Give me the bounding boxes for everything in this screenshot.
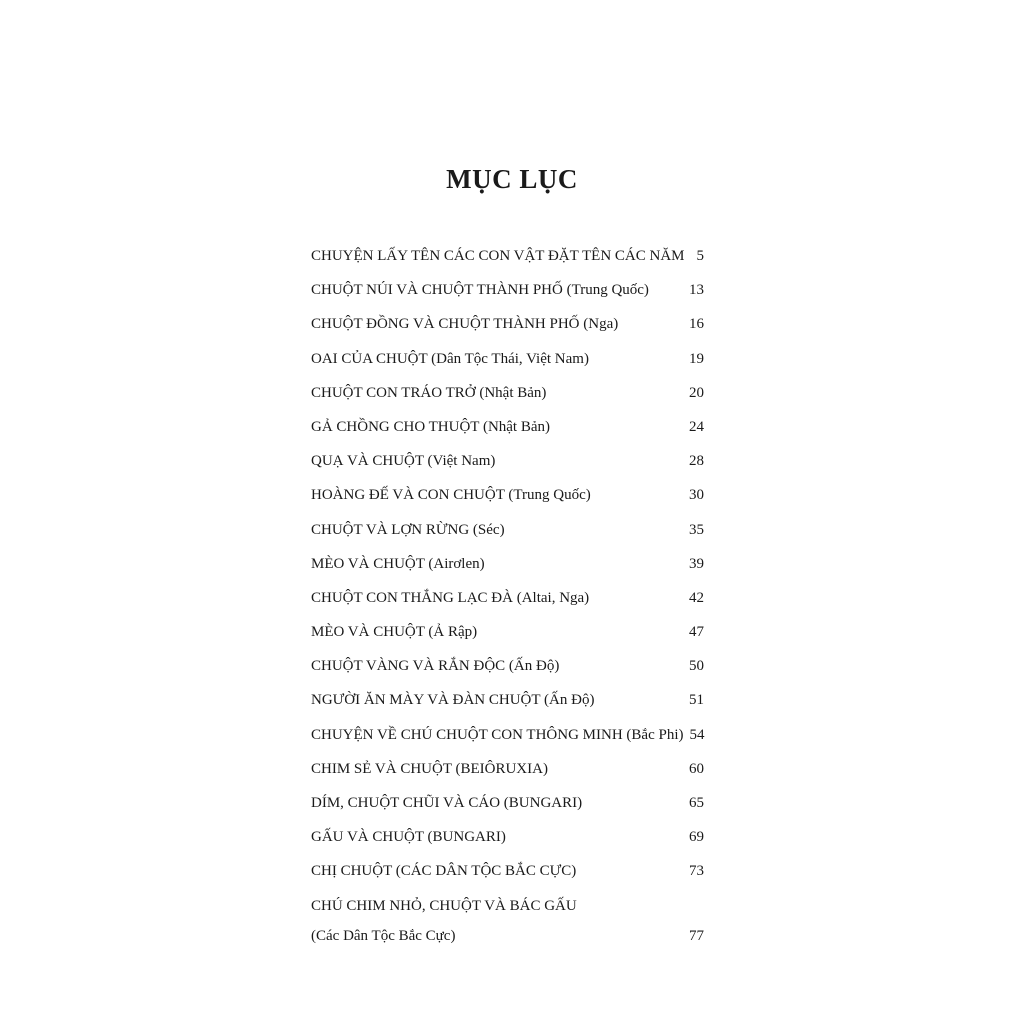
toc-entry-title: CHUỘT VÀNG VÀ RẮN ĐỘC (Ấn Độ)	[311, 658, 560, 675]
toc-entry	[311, 277, 704, 311]
toc-entry-page: 54	[689, 726, 705, 743]
toc-entry-title: CHÚ CHIM NHỎ, CHUỘT VÀ BÁC GẤU	[311, 897, 577, 914]
toc-entry-page: 5	[696, 248, 704, 264]
toc-entry	[311, 311, 704, 345]
toc-entry-title: CHUYỆN VỀ CHÚ CHUỘT CON THÔNG MINH (Bắc Phi)	[311, 726, 684, 743]
toc-entry	[311, 551, 704, 585]
toc-entry-page: 65	[689, 795, 704, 811]
toc-entry-page: 51	[689, 692, 704, 709]
toc-entry-title: CHUỘT VÀ LỢN RỪNG (Séc)	[311, 521, 505, 538]
toc-entry	[311, 756, 704, 790]
table-of-contents	[311, 243, 704, 949]
toc-entry	[311, 653, 704, 687]
toc-entry-title: MÈO VÀ CHUỘT (Airơlen)	[311, 555, 485, 572]
toc-entry-page: 42	[689, 589, 704, 606]
toc-entry	[311, 448, 704, 482]
toc-entry-title: CHỊ CHUỘT (CÁC DÂN TỘC BẮC CỰC)	[311, 863, 577, 880]
toc-entry	[311, 619, 704, 653]
toc-entry	[311, 346, 704, 380]
toc-entry-title: CHUỘT CON THẮNG LẠC ĐÀ (Altai, Nga)	[311, 589, 590, 606]
toc-entry	[311, 482, 704, 516]
toc-entry-title: QUẠ VÀ CHUỘT (Việt Nam)	[311, 453, 496, 470]
toc-entry-title: CHUỘT NÚI VÀ CHUỘT THÀNH PHỐ (Trung Quốc)	[311, 282, 649, 299]
toc-entry	[311, 893, 704, 949]
toc-entry-title: CHIM SẺ VÀ CHUỘT (BEIÔRUXIA)	[311, 760, 548, 777]
toc-entry-title: GẢ CHỒNG CHO THUỘT (Nhật Bản)	[311, 418, 551, 435]
toc-entry	[311, 824, 704, 858]
toc-entry-page: 39	[689, 555, 704, 572]
toc-entry-title: GẤU VÀ CHUỘT (BUNGARI)	[311, 829, 506, 846]
toc-entry-page: 13	[689, 282, 704, 299]
toc-entry-page: 19	[689, 350, 704, 367]
toc-entry	[311, 380, 704, 414]
toc-entry-page: 47	[689, 624, 704, 641]
toc-entry-page: 35	[689, 521, 704, 538]
toc-entry-title: MÈO VÀ CHUỘT (Ả Rập)	[311, 624, 478, 641]
toc-entry-title: NGƯỜI ĂN MÀY VÀ ĐÀN CHUỘT (Ấn Độ)	[311, 692, 595, 709]
toc-entry	[311, 858, 704, 892]
toc-entry-title: HOÀNG ĐẾ VÀ CON CHUỘT (Trung Quốc)	[311, 487, 591, 504]
toc-entry-page: 50	[689, 658, 704, 675]
toc-entry	[311, 517, 704, 551]
toc-entry-page: 20	[689, 384, 704, 401]
toc-entry-title: OAI CỦA CHUỘT (Dân Tộc Thái, Việt Nam)	[311, 350, 589, 367]
toc-entry-title: CHUYỆN LẤY TÊN CÁC CON VẬT ĐẶT TÊN CÁC NĂM	[311, 248, 685, 264]
toc-entry-page: 60	[689, 760, 704, 777]
toc-entry-title: CHUỘT CON TRÁO TRỞ (Nhật Bản)	[311, 384, 547, 401]
page-title: MỤC LỤC	[446, 164, 578, 194]
toc-entry	[311, 243, 704, 277]
toc-entry	[311, 585, 704, 619]
toc-entry-title: CHUỘT ĐỒNG VÀ CHUỘT THÀNH PHỐ (Nga)	[311, 316, 619, 333]
toc-entry	[311, 722, 704, 756]
toc-entry-page: 28	[689, 453, 704, 470]
toc-entry-page: 24	[689, 418, 704, 435]
toc-entry-page: 73	[689, 863, 704, 880]
toc-entry	[311, 790, 704, 824]
toc-entry-page: 16	[689, 316, 704, 333]
toc-entry-page: 30	[689, 487, 704, 504]
toc-entry	[311, 687, 704, 721]
toc-entry-subtitle: (Các Dân Tộc Bắc Cực)	[311, 927, 456, 944]
toc-entry	[311, 414, 704, 448]
toc-entry-page: 69	[689, 829, 704, 846]
toc-entry-title: DÍM, CHUỘT CHŨI VÀ CÁO (BUNGARI)	[311, 795, 583, 811]
toc-entry-page: 77	[689, 927, 704, 944]
